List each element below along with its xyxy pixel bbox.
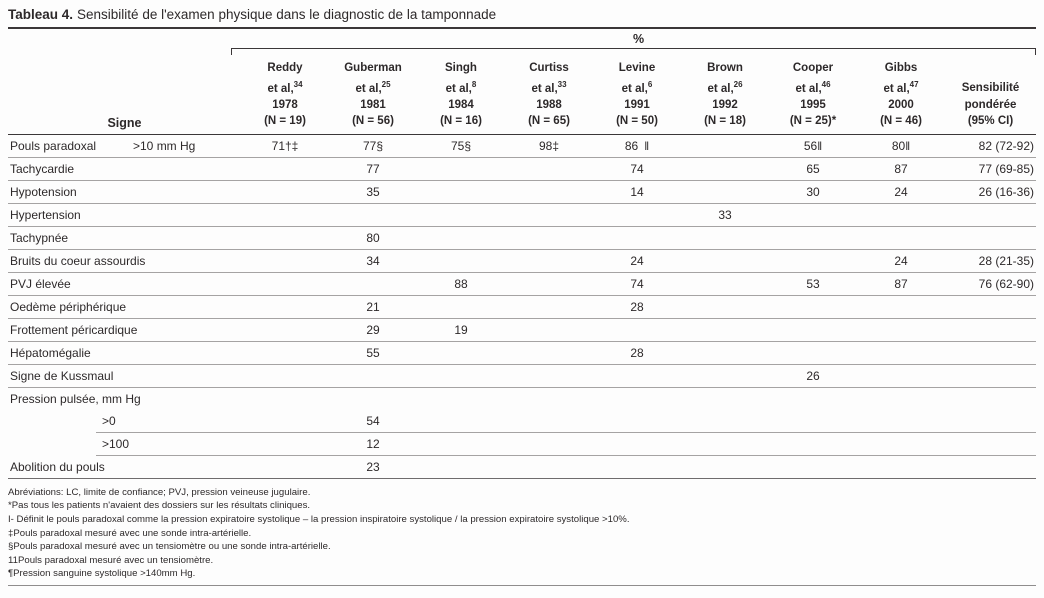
value-cell: [241, 410, 329, 433]
value-cell: 28: [593, 296, 681, 319]
value-cell: [681, 135, 769, 158]
value-cell: [241, 181, 329, 204]
study-column-header: [769, 60, 857, 135]
value-cell: [681, 433, 769, 456]
study-year: 2000: [888, 98, 914, 111]
study-etal: et al,$^6$: [621, 79, 653, 95]
weighted-value-cell: [945, 204, 1036, 227]
sign-label-cell: Signe de Kussmaul: [8, 365, 241, 388]
table-subrow: [8, 433, 1036, 456]
study-etal: et al,$^{47}$: [883, 79, 919, 95]
sign-label-cell: Pouls paradoxal >10 mm Hg: [8, 135, 241, 158]
value-cell: [417, 296, 505, 319]
value-cell: [417, 365, 505, 388]
study-name: Brown: [707, 62, 743, 74]
column-group-bracket: [231, 48, 1036, 55]
weighted-value-cell: [945, 388, 1036, 410]
value-cell: 24: [857, 181, 945, 204]
study-n: (N = 25)*: [789, 115, 837, 128]
weighted-sensitivity-header: Sensibilité pondérée (95% CI): [945, 60, 1036, 135]
value-cell: 54: [329, 410, 417, 433]
value-cell: 74: [593, 158, 681, 181]
value-cell: [681, 273, 769, 296]
value-cell: [681, 342, 769, 365]
value-cell: [505, 227, 593, 250]
value-cell: 87: [857, 273, 945, 296]
value-cell: [857, 410, 945, 433]
table-row: [8, 250, 1036, 273]
reference-number: 25: [381, 79, 391, 89]
column-header-row: [8, 60, 1036, 135]
value-cell: 71†‡: [241, 135, 329, 158]
footnote-line: §Pouls paradoxal mesuré avec un tensiomètre ou une sonde intra-artérielle.: [8, 541, 331, 553]
value-cell: [857, 365, 945, 388]
value-cell: [769, 296, 857, 319]
value-cell: [241, 456, 329, 479]
footnote-line: I- Définit le pouls paradoxal comme la pression expiratoire systolique – la pression inspiratoire systolique / la pression expiratoire systolique >10%.: [8, 514, 630, 526]
table-row: [8, 456, 1036, 479]
value-cell: [593, 204, 681, 227]
value-cell: 19: [417, 319, 505, 342]
study-year: 1981: [360, 98, 386, 111]
table-row-group-header: [8, 388, 1036, 410]
value-cell: [505, 456, 593, 479]
study-name: Levine: [618, 62, 656, 74]
value-cell: [241, 204, 329, 227]
study-name: Curtiss: [529, 62, 569, 74]
study-column-header: [593, 60, 681, 135]
value-cell: [505, 410, 593, 433]
value-cell: [681, 227, 769, 250]
value-cell: [593, 365, 681, 388]
value-cell: 28: [593, 342, 681, 365]
sign-label-cell: Tachypnée: [8, 227, 241, 250]
weighted-value-cell: [945, 365, 1036, 388]
bottom-rule: [8, 585, 1036, 586]
value-cell: [241, 296, 329, 319]
value-cell: [769, 456, 857, 479]
value-cell: [417, 456, 505, 479]
study-n: (N = 56): [352, 115, 394, 128]
value-cell: [681, 456, 769, 479]
sign-label-cell: Tachycardie: [8, 158, 241, 181]
value-cell: [681, 181, 769, 204]
value-cell: [593, 227, 681, 250]
percent-header-cell: [241, 30, 1036, 60]
value-cell: 74: [593, 273, 681, 296]
study-name: Gibbs: [884, 62, 918, 74]
footnotes: [8, 486, 1036, 581]
value-cell: [329, 388, 417, 410]
value-cell: [505, 181, 593, 204]
value-cell: 86 ‖: [593, 135, 681, 158]
value-cell: [769, 410, 857, 433]
value-cell: [505, 365, 593, 388]
value-cell: 34: [329, 250, 417, 273]
study-n: (N = 18): [704, 115, 746, 128]
study-year: 1995: [800, 98, 826, 111]
value-cell: [417, 227, 505, 250]
value-cell: [593, 319, 681, 342]
study-column-header: [505, 60, 593, 135]
value-cell: 80‖: [857, 135, 945, 158]
sensitivity-table: [8, 30, 1036, 479]
value-cell: [593, 433, 681, 456]
value-cell: [857, 319, 945, 342]
study-n: (N = 65): [528, 115, 570, 128]
value-cell: [505, 433, 593, 456]
value-cell: 26: [769, 365, 857, 388]
value-cell: [241, 319, 329, 342]
value-cell: 14: [593, 181, 681, 204]
table-number: Tableau 4.: [8, 7, 74, 22]
threshold-label: >10 mm Hg: [133, 138, 196, 153]
study-year: 1978: [272, 98, 298, 111]
sign-label-cell: Hypotension: [8, 181, 241, 204]
study-year: 1992: [712, 98, 738, 111]
reference-number: 33: [557, 79, 567, 89]
sign-label-cell: Hépatomégalie: [8, 342, 241, 365]
value-cell: [857, 204, 945, 227]
study-etal: et al,$^8$: [445, 79, 477, 95]
value-cell: [681, 388, 769, 410]
value-cell: [505, 319, 593, 342]
value-cell: 77§: [329, 135, 417, 158]
value-cell: 88: [417, 273, 505, 296]
weighted-value-cell: 28 (21-35): [945, 250, 1036, 273]
footnote-line: Abréviations: LC, limite de confiance; PVJ, pression veineuse jugulaire.: [8, 486, 311, 498]
value-cell: 55: [329, 342, 417, 365]
table-caption: Sensibilité de l'examen physique dans le diagnostic de la tamponnade: [77, 7, 497, 22]
value-cell: [505, 388, 593, 410]
column-header-signe: Signe: [8, 60, 241, 135]
page-title: [8, 7, 1036, 22]
value-cell: [857, 342, 945, 365]
sign-label-cell: Bruits du coeur assourdis: [8, 250, 241, 273]
weighted-value-cell: 76 (62-90): [945, 273, 1036, 296]
value-cell: [241, 273, 329, 296]
reference-number: 47: [909, 79, 919, 89]
value-cell: [769, 227, 857, 250]
sign-label-cell: Abolition du pouls: [8, 456, 241, 479]
study-etal: et al,$^{25}$: [355, 79, 391, 95]
weighted-value-cell: [945, 296, 1036, 319]
value-cell: [241, 342, 329, 365]
percent-row: [8, 30, 1036, 60]
value-cell: [241, 388, 329, 410]
value-cell: [241, 227, 329, 250]
study-year: 1991: [624, 98, 650, 111]
value-cell: 87: [857, 158, 945, 181]
value-cell: [769, 433, 857, 456]
value-cell: [241, 365, 329, 388]
value-cell: [329, 273, 417, 296]
value-cell: [769, 319, 857, 342]
study-column-header: [329, 60, 417, 135]
value-cell: [505, 158, 593, 181]
sign-label-cell: Frottement péricardique: [8, 319, 241, 342]
sign-label-cell: >0: [8, 410, 241, 433]
value-cell: [505, 273, 593, 296]
value-cell: [681, 410, 769, 433]
value-cell: 77: [329, 158, 417, 181]
study-name: Singh: [445, 62, 477, 74]
value-cell: [593, 410, 681, 433]
study-etal: et al,$^{26}$: [707, 79, 743, 95]
value-cell: [769, 204, 857, 227]
study-etal: et al,$^{33}$: [531, 79, 567, 95]
value-cell: [417, 388, 505, 410]
reference-number: 6: [647, 79, 653, 89]
study-column-header: [681, 60, 769, 135]
sign-label-cell: Hypertension: [8, 204, 241, 227]
value-cell: [681, 158, 769, 181]
value-cell: [857, 456, 945, 479]
table-row: [8, 135, 1036, 158]
value-cell: [857, 433, 945, 456]
table-row: [8, 319, 1036, 342]
footnote-line: ¶Pression sanguine systolique >140mm Hg.: [8, 568, 196, 580]
value-cell: 75§: [417, 135, 505, 158]
table-subrow: [8, 410, 1036, 433]
reference-number: 34: [293, 79, 303, 89]
value-cell: [417, 181, 505, 204]
study-n: (N = 46): [880, 115, 922, 128]
weighted-value-cell: [945, 342, 1036, 365]
sign-label-cell: PVJ élevée: [8, 273, 241, 296]
value-cell: [417, 204, 505, 227]
value-cell: [417, 158, 505, 181]
value-cell: 12: [329, 433, 417, 456]
value-cell: [593, 456, 681, 479]
weighted-value-cell: [945, 433, 1036, 456]
value-cell: 24: [593, 250, 681, 273]
value-cell: 56‖: [769, 135, 857, 158]
study-etal: et al,$^{34}$: [267, 79, 303, 95]
percent-label: %: [632, 32, 645, 46]
value-cell: [329, 365, 417, 388]
spacer-cell: [8, 30, 241, 60]
weighted-value-cell: 26 (16-36): [945, 181, 1036, 204]
sign-label-cell: Pression pulsée, mm Hg: [10, 391, 141, 406]
value-cell: 29: [329, 319, 417, 342]
study-n: (N = 16): [440, 115, 482, 128]
reference-number: 46: [821, 79, 831, 89]
value-cell: [505, 342, 593, 365]
value-cell: [769, 388, 857, 410]
sign-label-cell: Oedème périphérique: [8, 296, 241, 319]
value-cell: [769, 250, 857, 273]
table-row: [8, 181, 1036, 204]
value-cell: [241, 433, 329, 456]
table-row: [8, 365, 1036, 388]
footnote-line: ‡Pouls paradoxal mesuré avec une sonde intra-artérielle.: [8, 527, 252, 539]
study-etal: et al,$^{46}$: [795, 79, 831, 95]
study-year: 1988: [536, 98, 562, 111]
value-cell: [857, 227, 945, 250]
study-name: Cooper: [792, 62, 834, 74]
value-cell: [857, 388, 945, 410]
study-n: (N = 50): [616, 115, 658, 128]
value-cell: [593, 388, 681, 410]
table-row: [8, 273, 1036, 296]
value-cell: [681, 365, 769, 388]
table-row: [8, 204, 1036, 227]
weighted-value-cell: 82 (72-92): [945, 135, 1036, 158]
value-cell: [417, 342, 505, 365]
value-cell: [505, 250, 593, 273]
table-row: [8, 158, 1036, 181]
study-name: Reddy: [267, 62, 303, 74]
value-cell: 21: [329, 296, 417, 319]
title-rule: [8, 27, 1036, 29]
value-cell: 35: [329, 181, 417, 204]
reference-number: 26: [733, 79, 743, 89]
sign-label-cell: >100: [8, 433, 241, 456]
table-row: [8, 342, 1036, 365]
value-cell: [417, 433, 505, 456]
value-cell: [681, 296, 769, 319]
study-year: 1984: [448, 98, 474, 111]
value-cell: [769, 342, 857, 365]
value-cell: [241, 250, 329, 273]
value-cell: 98‡: [505, 135, 593, 158]
value-cell: [857, 296, 945, 319]
study-column-header: [241, 60, 329, 135]
footnote-line: *Pas tous les patients n'avaient des dossiers sur les résultats cliniques.: [8, 500, 311, 512]
value-cell: [417, 410, 505, 433]
weighted-value-cell: [945, 227, 1036, 250]
study-column-header: [857, 60, 945, 135]
weighted-value-cell: [945, 319, 1036, 342]
value-cell: 33: [681, 204, 769, 227]
study-column-header: [417, 60, 505, 135]
value-cell: 80: [329, 227, 417, 250]
weighted-value-cell: [945, 410, 1036, 433]
value-cell: 53: [769, 273, 857, 296]
value-cell: [505, 296, 593, 319]
table-row: [8, 227, 1036, 250]
table-row: [8, 296, 1036, 319]
value-cell: [329, 204, 417, 227]
value-cell: [417, 250, 505, 273]
value-cell: [241, 158, 329, 181]
value-cell: 65: [769, 158, 857, 181]
value-cell: 23: [329, 456, 417, 479]
value-cell: 24: [857, 250, 945, 273]
study-n: (N = 19): [264, 115, 306, 128]
value-cell: [681, 319, 769, 342]
footnote-line: 11Pouls paradoxal mesuré avec un tensiomètre.: [8, 554, 214, 566]
study-name: Guberman: [344, 62, 402, 74]
value-cell: [681, 250, 769, 273]
value-cell: [505, 204, 593, 227]
weighted-value-cell: [945, 456, 1036, 479]
reference-number: 8: [471, 79, 477, 89]
value-cell: 30: [769, 181, 857, 204]
weighted-value-cell: 77 (69-85): [945, 158, 1036, 181]
